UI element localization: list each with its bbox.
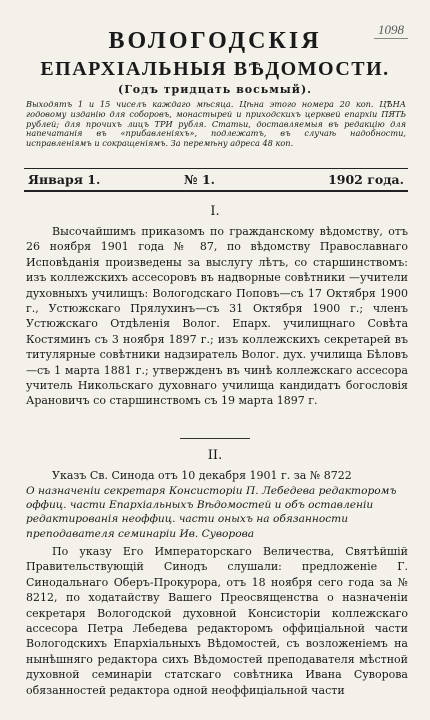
section-2-numeral: II.	[207, 448, 223, 463]
section-1-numeral: I.	[210, 204, 220, 219]
section-2-paragraph: По указу Его Императорскаго Величества, Святѣйшій Правительствующій Синодъ слушали: предложеніе Г. Синодальнаго Оберъ-Прокурора, отъ 18 ноября сего года за № 8212, по ходатайству Вашего Преосвященства о назначеніи секретаря Вологодской духовной Консисторіи коллежскаго ассесора Петра Лебедева редакторомъ оффиціальной части Вологодскихъ Епархіальныхъ Вѣдомостей, съ возложеніемъ на нынѣшняго редактора сихъ Вѣдомостей преподавателя мѣстной духовной семинаріи статскаго совѣтника Ивана Суворова обязанностей редактора одной неоффиціальной части	[26, 545, 408, 697]
section-1-text	[26, 224, 408, 409]
section-2-subtitle: О назначеніи секретаря Консисторіи П. Лебедева редакторомъ оффиц. части Епархіальныхъ Вѣдомостей и объ оставленіи редактированія неоффиц. части оныхъ на обязанности преподавателя семинаріи Ив. Суворова	[26, 485, 397, 540]
issue-year: 1902 года.	[328, 172, 404, 187]
archive-stamp: 1098	[374, 22, 408, 39]
issue-number: № 1.	[184, 172, 215, 187]
section-2-text	[26, 544, 408, 698]
section-1-paragraph: Высочайшимъ приказомъ по гражданскому вѣдомству, отъ 26 ноября 1901 года № 87, по вѣдомству Православнаго Исповѣданія произведены за выслугу лѣтъ, со старшинствомъ: изъ коллежскихъ ассесоровъ въ надворные совѣтники —учители духовныхъ училищъ: Вологодскаго Поповъ—съ 17 Октября 1900 г., Устюжскаго Прялухинъ—съ 31 Октября 1900 г.; членъ Устюжскаго Отдѣленія Волог. Епарх. училищнаго Совѣта Костяминъ съ 3 ноября 1897 г.; изъ коллежскихъ секретарей въ титулярные совѣтники надзиратель Волог. дух. училища Бѣловъ—съ 1 марта 1881 г.; утвержденъ въ чинѣ коллежскаго ассесора учитель Никольскаго духовнаго училища кандидатъ богословія Арановичъ со старшинствомъ съ 19 марта 1897 г.	[26, 225, 408, 408]
section-2-heading: Указъ Св. Синода отъ 10 декабря 1901 г. за № 8722	[52, 469, 352, 482]
divider-bottom	[24, 190, 408, 192]
masthead-title: ВОЛОГОДСКІЯ	[108, 28, 322, 54]
issue-date: Января 1.	[28, 172, 101, 187]
publication-info: Выходятъ 1 и 15 чиселъ каждаго мѣсяца. Цѣна этого номера 20 коп. ЦѢНА годовому изданію для соборовъ, монастырей и приходскихъ церквей епархіи ПЯТЬ рублей; для прочихъ лицъ ТРИ рубля. Статьи, доставляемыя въ редакцію для напечатанія въ «прибавленіяхъ», подлежатъ, въ случаѣ надобности, исправленіямъ и сокращеніямъ. За перемѣну адреса 48 коп.	[26, 99, 406, 149]
masthead-subtitle: ЕПАРХІАЛЬНЫЯ ВѢДОМОСТИ.	[40, 58, 390, 80]
divider-top	[24, 168, 408, 169]
masthead-edition: (Годъ тридцать восьмый).	[117, 83, 313, 96]
section-separator	[180, 438, 250, 439]
section-2-heading-block	[26, 468, 408, 483]
